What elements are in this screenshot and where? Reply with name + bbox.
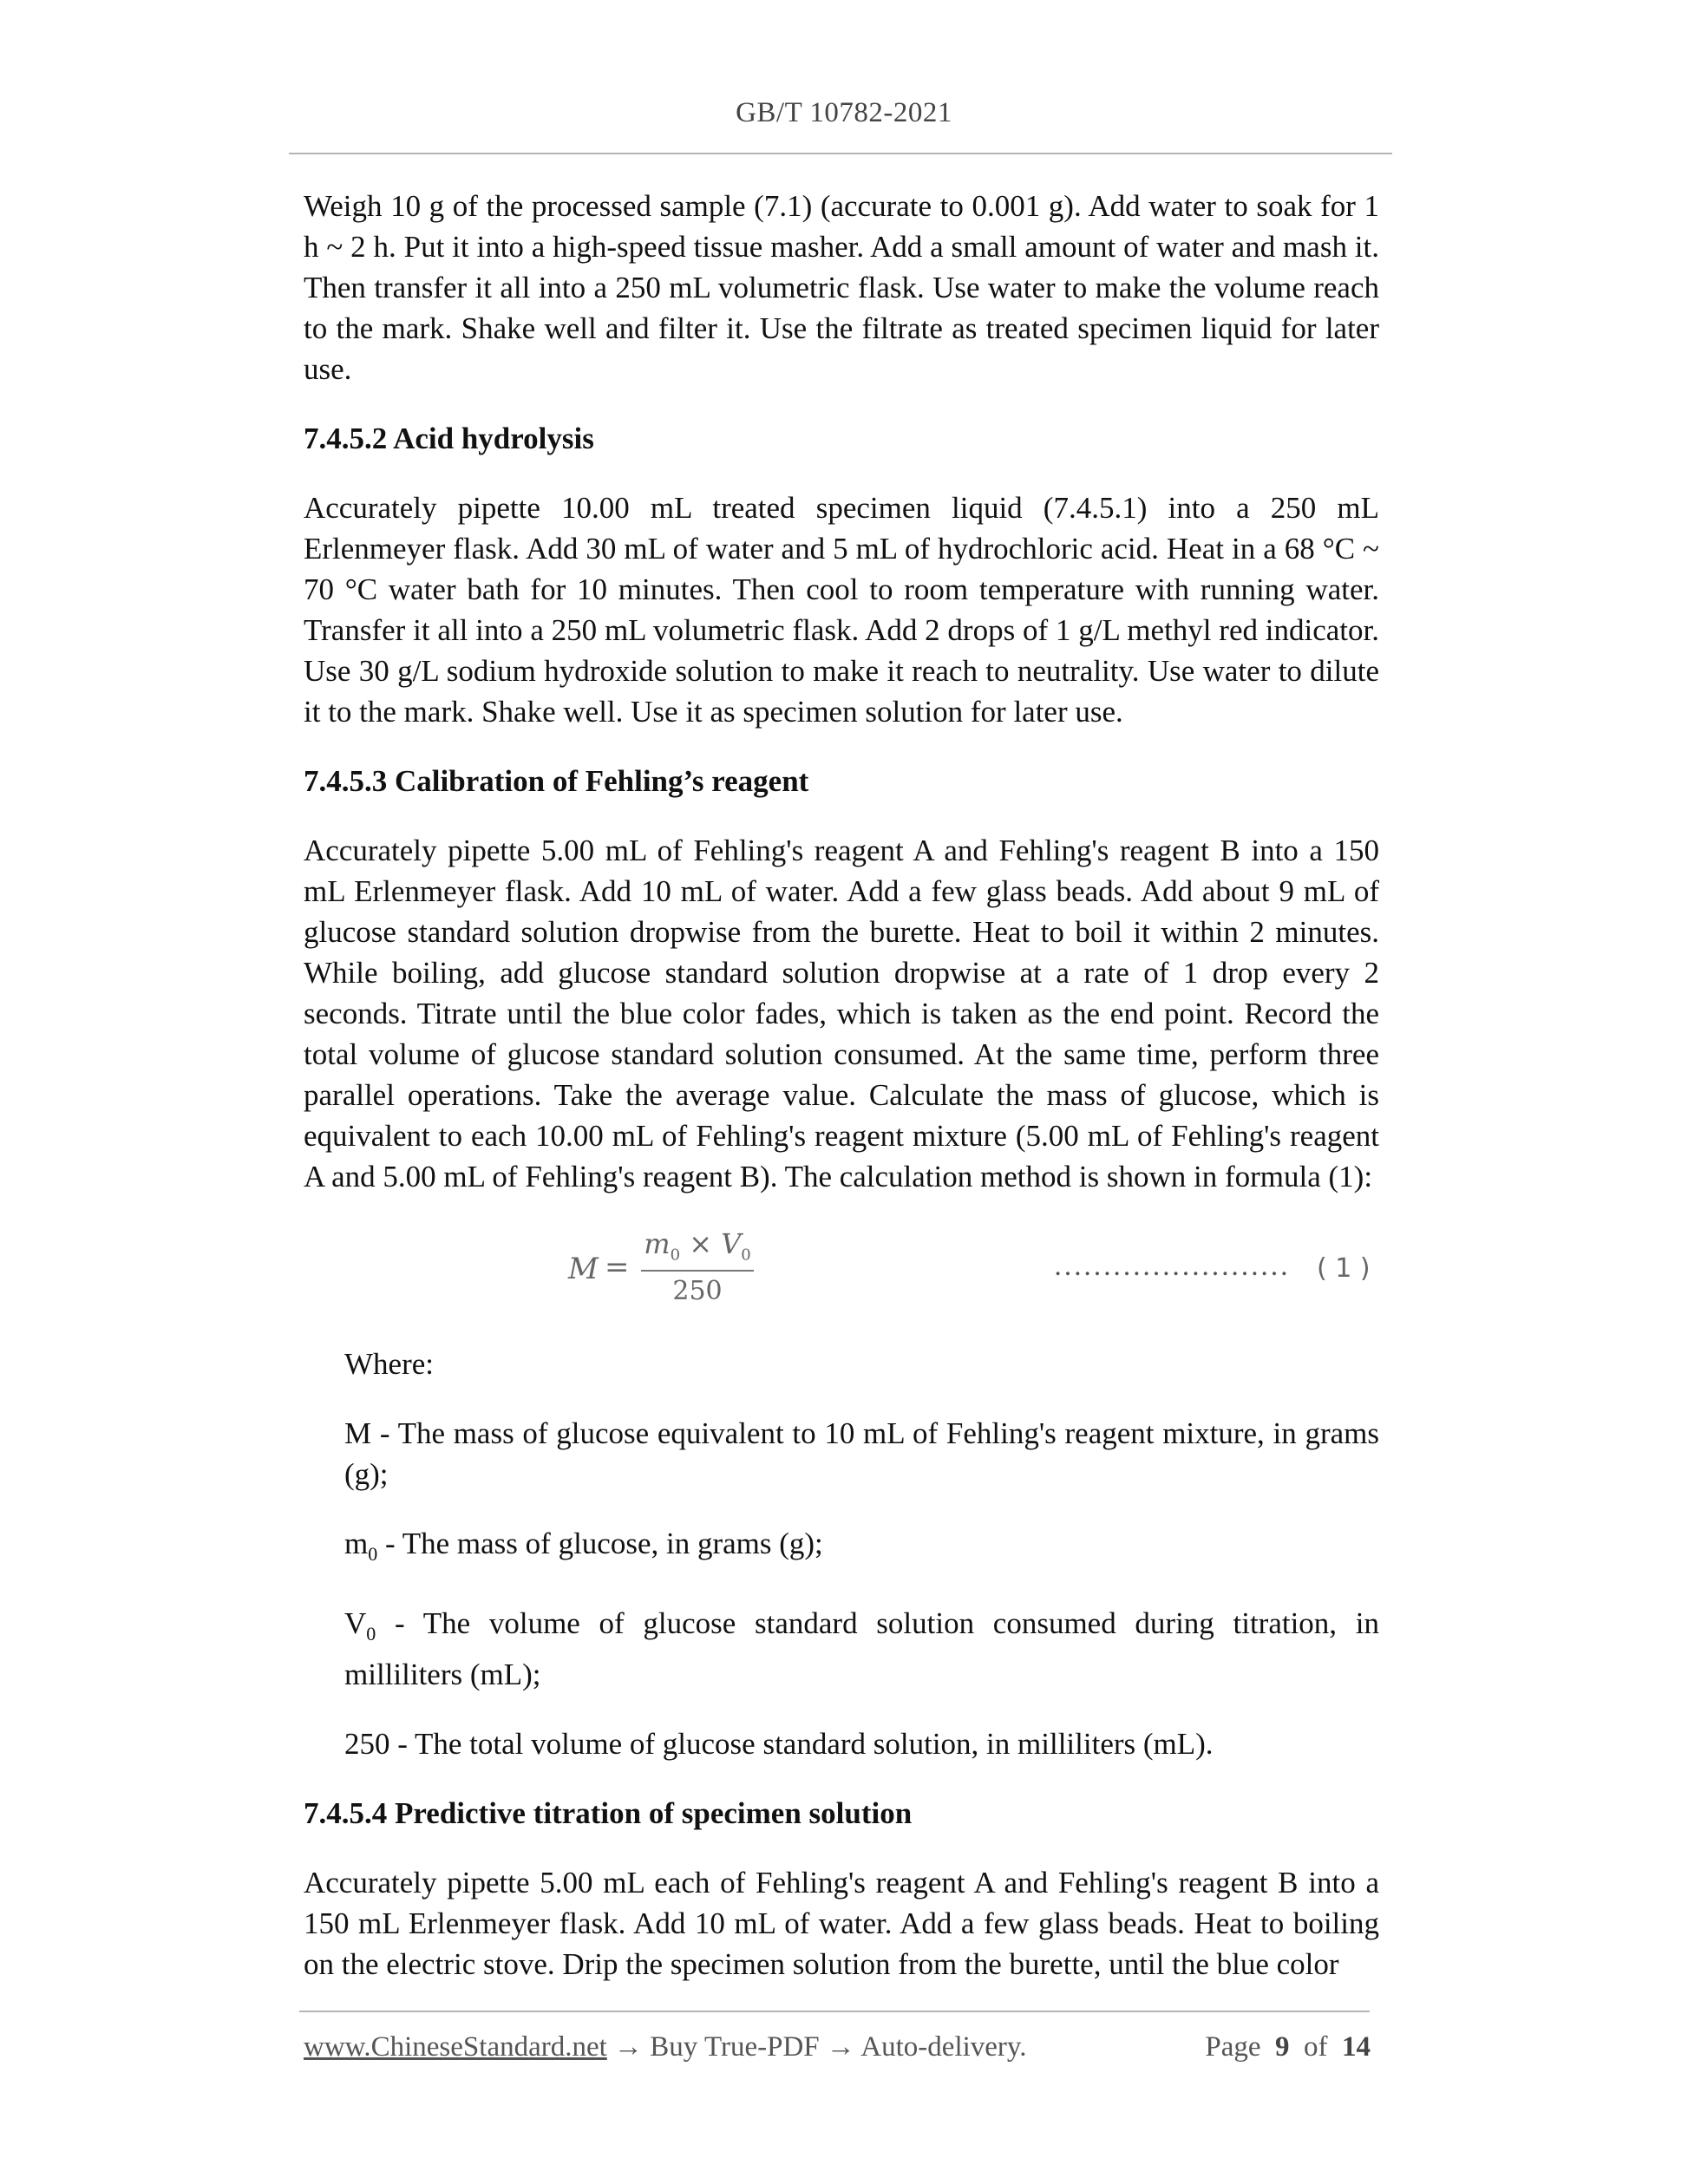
formula-fraction-bar [641, 1270, 754, 1272]
section-heading-7-4-5-3: 7.4.5.3 Calibration of Fehling’s reagent [304, 764, 809, 798]
definition-250: 250 - The total volume of glucose standard solution, in milliliters (mL). [344, 1727, 1214, 1761]
formula-lhs: M [568, 1252, 599, 1286]
footer-promo [304, 2031, 1027, 2063]
section-heading-7-4-5-4: 7.4.5.4 Predictive titration of specimen solution [304, 1796, 913, 1830]
formula-1 [304, 1222, 1379, 1323]
formula-number: ( 1 ) [1317, 1253, 1371, 1284]
formula-denominator: 250 [672, 1276, 723, 1306]
footer-promo-text: → Buy True-PDF → Auto-delivery. [606, 2031, 1027, 2063]
paragraph-fehling-calibration: Accurately pipette 5.00 mL of Fehling's reagent A and Fehling's reagent B into a 150 mL Erlenmeyer flask. Add 10 mL of water. Add a few glass beads. Add about 9 mL of glucose standard solution dropwise from the burette. Heat to boil it within 2 minutes. While boiling, add glucose standard solution dropwise at a rate of 1 drop every 2 seconds. Titrate until the blue color fades, which is taken as the end point. Record the total volume of glucose standard solution consumed. At the same time, perform three parallel operations. Take the average value. Calculate the mass of glucose, which is equivalent to each 10.00 mL of Fehling's reagent mixture (5.00 mL of Fehling's reagent A and 5.00 mL of Fehling's reagent B). The calculation method is shown in formula (1): [304, 834, 1379, 1193]
paragraph-acid-hydrolysis: Accurately pipette 10.00 mL treated specimen liquid (7.4.5.1) into a 250 mL Erlenmeyer flask. Add 30 mL of water and 5 mL of hydrochloric acid. Heat in a 68 °C ~ 70 °C water bath for 10 minutes. Then cool to room temperature with running water. Transfer it all into a 250 mL volumetric flask. Add 2 drops of 1 g/L methyl red indicator. Use 30 g/L sodium hydroxide solution to make it reach to neutrality. Use water to dilute it to the mark. Shake well. Use it as specimen solution for later use. [304, 491, 1379, 729]
definition-m0: $m_0$ - The mass of glucose, in grams (g); [344, 1527, 823, 1565]
footer-divider [299, 2011, 1370, 2012]
section-heading-7-4-5-2: 7.4.5.2 Acid hydrolysis [304, 422, 594, 455]
paragraph-predictive-titration: Accurately pipette 5.00 mL each of Fehling's reagent A and Fehling's reagent B into a 150 mL Erlenmeyer flask. Add 10 mL of water. Add a few glass beads. Heat to boiling on the electric stove. Drip the specimen solution from the burette, until the blue color [304, 1866, 1379, 1981]
paragraph-sample-prep: Weigh 10 g of the processed sample (7.1) (accurate to 0.001 g). Add water to soak for 1 h ~ 2 h. Put it into a high-speed tissue masher. Add a small amount of water and mash it. Then transfer it all into a 250 mL volumetric flask. Use water to make the volume reach to the mark. Shake well and filter it. Use the filtrate as treated specimen liquid for later use. [304, 189, 1379, 386]
total-pages: 14 [1342, 2031, 1371, 2063]
formula-expression [568, 1222, 785, 1318]
document-body [304, 186, 1379, 2013]
formula-leader-dots: …………………… [1053, 1250, 1289, 1282]
definition-M: M - The mass of glucose equivalent to 10 mL of Fehling's reagent mixture, in grams (g); [344, 1416, 1379, 1491]
page-header-title: GB/T 10782-2021 [736, 97, 952, 128]
definition-V0: $V_0$ - The volume of glucose standard solution consumed during titration, in milliliters (mL); [344, 1606, 1379, 1691]
formula-equals: = [605, 1250, 630, 1285]
header-divider [289, 153, 1392, 154]
page-number: Page 9 of 14 [1205, 2031, 1371, 2063]
chinese-standard-link[interactable]: www.ChineseStandard.net [304, 2031, 607, 2063]
where-label: Where: [344, 1347, 434, 1381]
current-page: 9 [1275, 2031, 1290, 2063]
formula-numerator: $m_0 \times V_0$ [644, 1227, 751, 1265]
